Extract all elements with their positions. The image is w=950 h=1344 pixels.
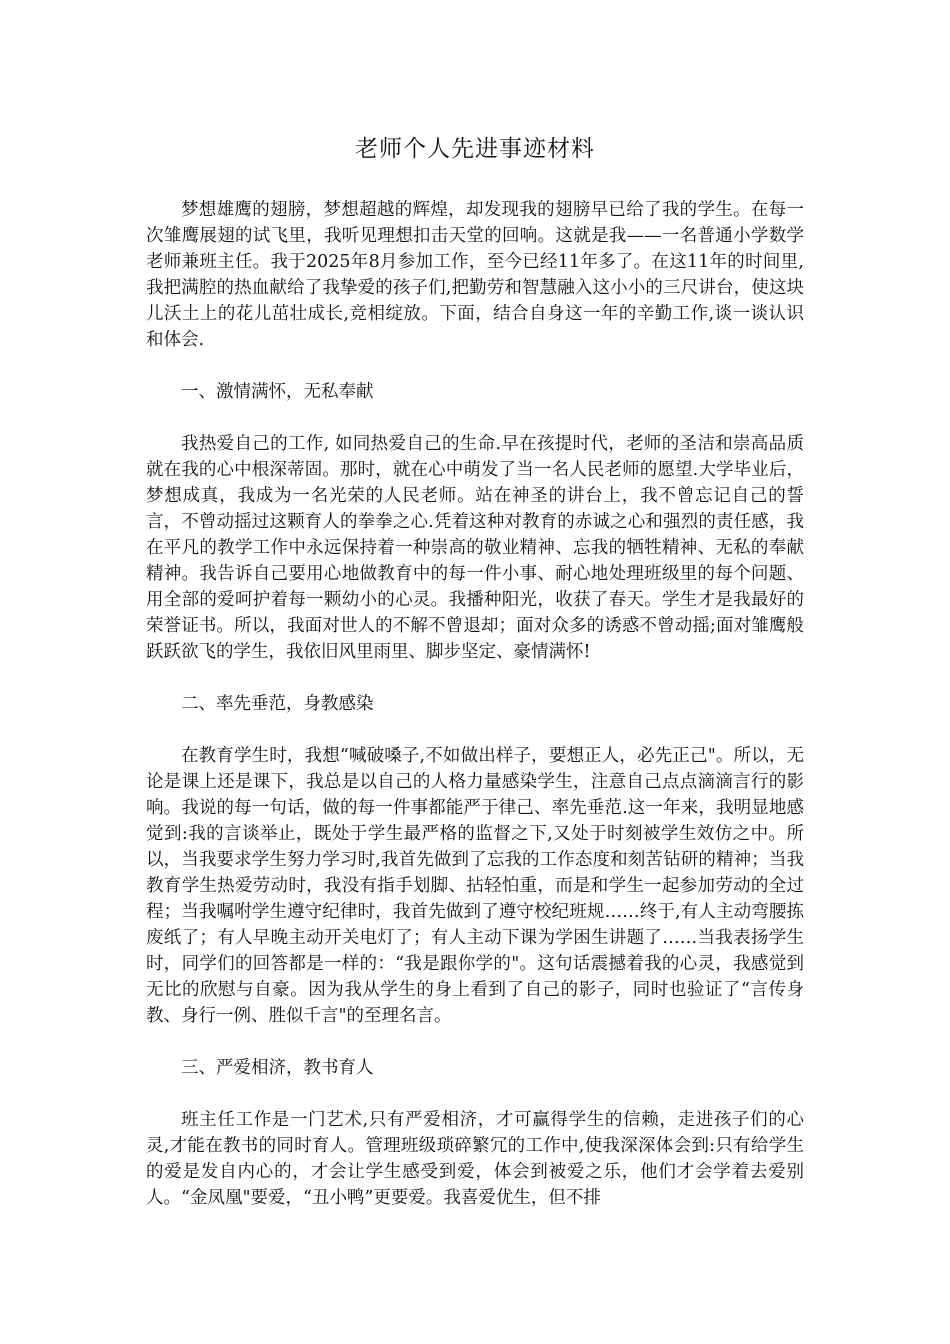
document-title: 老师个人先进事迹材料 — [355, 136, 595, 162]
paragraph-gap — [146, 717, 804, 743]
document-body — [146, 197, 804, 1211]
section-heading-2: 二、率先垂范，身教感染 — [181, 694, 374, 714]
section-heading-1: 一、激情满怀，无私奉献 — [181, 382, 374, 402]
paragraph-gap — [146, 1029, 804, 1055]
section-heading-3: 三、严爱相济，教书育人 — [181, 1058, 374, 1078]
paragraph-gap — [146, 1081, 804, 1107]
paragraph-gap — [146, 665, 804, 691]
paragraph-gap — [146, 405, 804, 431]
paragraph-gap — [146, 353, 804, 379]
section-paragraph-3: 班主任工作是一门艺术,只有严爱相济，才可赢得学生的信赖，走进孩子们的心灵,才能在教书的同时育人。管理班级琐碎繁冗的工作中,使我深深体会到:只有给学生的爱是发自内心的，才会让学生感受到爱，体会到被爱之乐，他们才会学着去爱别人。“金凤凰"要爱，“丑小鸭”更要爱。我喜爱优生，但不排 — [146, 1110, 804, 1208]
section-paragraph-1: 我热爱自己的工作, 如同热爱自己的生命.早在孩提时代，老师的圣洁和崇高品质就在我的心中根深蒂固。那时，就在心中萌发了当一名人民老师的愿望.大学毕业后，梦想成真，我成为一名光荣的人民老师。站在神圣的讲台上，我不曾忘记自己的誓言，不曾动摇过这颗育人的拳拳之心.凭着这种对教育的赤诚之心和强烈的责任感，我在平凡的教学工作中永远保持着一种崇高的敬业精神、忘我的牺牲精神、无私的奉献精神。我告诉自己要用心地做教育中的每一件小事、耐心地处理班级里的每个问题、用全部的爱呵护着每一颗幼小的心灵。我播种阳光，收获了春天。学生才是我最好的荣誉证书。所以，我面对世人的不解不曾退却；面对众多的诱惑不曾动摇;面对雏鹰般跃跃欲飞的学生，我依旧风里雨里、脚步坚定、豪情满怀! — [146, 434, 804, 662]
intro-paragraph: 梦想雄鹰的翅膀，梦想超越的辉煌，却发现我的翅膀早已给了我的学生。在每一次雏鹰展翅的试飞里，我听见理想扣击天堂的回响。这就是我——一名普通小学数学老师兼班主任。我于2025年8月参加工作，至今已经11年多了。在这11年的时间里,我把满腔的热血献给了我挚爱的孩子们,把勤劳和智慧融入这小小的三尺讲台，使这块儿沃土上的花儿茁壮成长,竞相绽放。下面，结合自身这一年的辛勤工作,谈一谈认识和体会. — [146, 200, 804, 350]
section-paragraph-2: 在教育学生时，我想“喊破嗓子,不如做出样子，要想正人，必先正己"。所以，无论是课上还是课下，我总是以自己的人格力量感染学生，注意自己点点滴滴言行的影响。我说的每一句话，做的每一件事都能严于律己、率先垂范.这一年来，我明显地感觉到:我的言谈举止，既处于学生最严格的监督之下,又处于时刻被学生效仿之中。所以，当我要求学生努力学习时,我首先做到了忘我的工作态度和刻苦钻研的精神；当我教育学生热爱劳动时，我没有指手划脚、拈轻怕重，而是和学生一起参加劳动的全过程；当我嘱咐学生遵守纪律时，我首先做到了遵守校纪班规……终于,有人主动弯腰拣废纸了；有人早晚主动开关电灯了；有人主动下课为学困生讲题了……当我表扬学生时，同学们的回答都是一样的：“我是跟你学的"。这句话震撼着我的心灵，我感觉到无比的欣慰与自豪。因为我从学生的身上看到了自己的影子，同时也验证了“言传身教、身行一例、胜似千言"的至理名言。 — [146, 746, 804, 1026]
